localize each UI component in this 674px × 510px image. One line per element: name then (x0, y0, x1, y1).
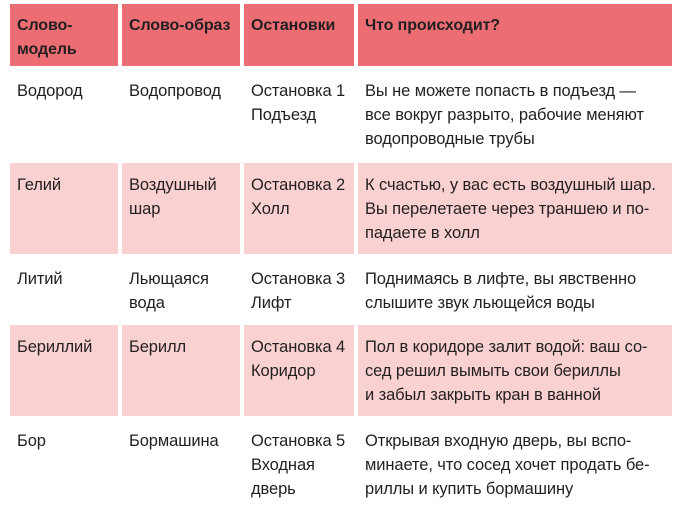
cell-what-happens: Поднимаясь в лифте, вы явственно слышите звук льющейся воды (358, 257, 672, 322)
cell-word-model: Бор (10, 419, 118, 509)
cell-stop: Остановка 5 Входная дверь (244, 419, 354, 509)
cell-word-model: Гелий (10, 163, 118, 254)
cell-word-image: Водопровод (122, 69, 240, 160)
cell-stop: Остановка 3 Лифт (244, 257, 354, 322)
cell-word-image: Льющаяся вода (122, 257, 240, 322)
cell-word-image: Воздушный шар (122, 163, 240, 254)
cell-what-happens: Открывая входную дверь, вы вспо- минаете, что сосед хочет продать бе- риллы и купить бормашину (358, 419, 672, 509)
cell-stop: Остановка 2 Холл (244, 163, 354, 254)
cell-what-happens: К счастью, у вас есть воздушный шар. Вы перелетаете через траншею и по- падаете в холл (358, 163, 672, 254)
cell-stop: Остановка 1 Подъезд (244, 69, 354, 160)
cell-word-image: Бормашина (122, 419, 240, 509)
header-word-model: Слово- модель (10, 4, 118, 66)
cell-word-model: Бериллий (10, 325, 118, 416)
cell-word-image: Берилл (122, 325, 240, 416)
header-word-image: Слово-образ (122, 4, 240, 66)
cell-word-model: Водород (10, 69, 118, 160)
cell-stop: Остановка 4 Коридор (244, 325, 354, 416)
cell-word-model: Литий (10, 257, 118, 322)
header-stops: Остановки (244, 4, 354, 66)
header-what-happens: Что происходит? (358, 4, 672, 66)
cell-what-happens: Вы не можете попасть в подъезд — все вокруг разрыто, рабочие меняют водопроводные трубы (358, 69, 672, 160)
cell-what-happens: Пол в коридоре залит водой: ваш со- сед решил вымыть свои бериллы и забыл закрыть кран в ванной (358, 325, 672, 416)
